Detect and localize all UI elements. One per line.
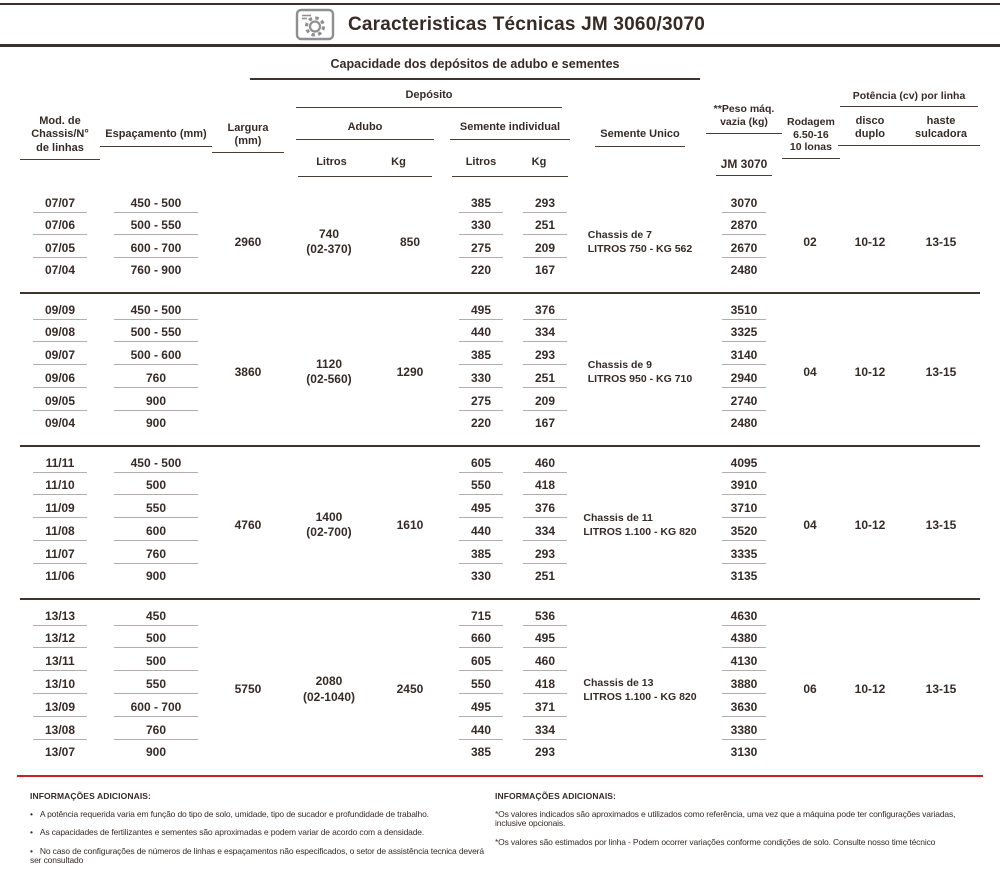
cell-haste-sulcadora: 13-15 xyxy=(925,682,957,697)
cell-semente-litros: 715 xyxy=(446,599,516,627)
cell-espacamento: 900 xyxy=(145,744,166,759)
cell-semente-kg: 251 xyxy=(534,568,555,583)
cell-mod: 09/06 xyxy=(20,367,100,390)
cell-espacamento: 450 - 500 xyxy=(100,446,212,474)
cell-semente-kg: 376 xyxy=(516,497,574,520)
cell-disco-duplo: 10-12 xyxy=(854,364,886,379)
cell-mod: 13/08 xyxy=(20,719,100,742)
table-row xyxy=(20,293,980,321)
cell-espacamento: 600 xyxy=(100,520,212,543)
cell-peso: 4630 xyxy=(706,599,782,627)
subheader-litros: Litros xyxy=(465,156,497,169)
cell-espacamento: 500 - 550 xyxy=(100,214,212,237)
cell-semente-kg: 251 xyxy=(516,214,574,237)
cell-mod: 13/13 xyxy=(20,599,100,627)
cell-semente-kg: 167 xyxy=(534,262,555,277)
cell-semente-litros: 550 xyxy=(446,673,516,696)
cell-semente-litros: 330 xyxy=(446,367,516,390)
cell-semente-litros: 385 xyxy=(446,344,516,367)
cell-semente-litros: 495 xyxy=(446,293,516,321)
cell-semente-kg: 460 xyxy=(516,650,574,673)
cell-largura: 2960 xyxy=(234,234,262,249)
spec-table-header xyxy=(20,53,980,187)
cell-semente-kg: 418 xyxy=(516,474,574,497)
header-spacer xyxy=(706,53,980,81)
col-header-largura: Largura (mm) xyxy=(212,81,284,187)
cell-mod: 07/05 xyxy=(20,237,100,260)
cell-mod: 13/09 xyxy=(20,696,100,719)
cell-mod: 13/11 xyxy=(20,650,100,673)
cell-semente-kg: 293 xyxy=(516,187,574,214)
cell-largura: 5750 xyxy=(234,682,262,697)
footnotes-right-title: INFORMAÇÕES ADICIONAIS: xyxy=(495,790,616,801)
cell-semente-kg: 293 xyxy=(516,344,574,367)
cell-semente-litros: 330 xyxy=(446,214,516,237)
cell-peso: 3880 xyxy=(706,673,782,696)
cell-mod: 09/09 xyxy=(20,293,100,321)
subheader-kg: Kg xyxy=(531,156,547,169)
header-spacer xyxy=(20,53,284,81)
cell-mod: 11/09 xyxy=(20,497,100,520)
cell-peso: 3380 xyxy=(706,719,782,742)
cell-adubo-kg: 1610 xyxy=(396,517,424,532)
cell-espacamento: 760 xyxy=(100,543,212,566)
col-header-semente-unico: Semente Unico xyxy=(574,81,706,187)
spec-table xyxy=(20,53,980,774)
cell-adubo-litros: 1120 (02-560) xyxy=(306,356,352,387)
spec-block xyxy=(20,446,980,599)
cell-semente-kg: 293 xyxy=(516,543,574,566)
cell-espacamento: 450 - 500 xyxy=(100,293,212,321)
cell-adubo-litros: 2080 (02-1040) xyxy=(302,674,355,704)
cell-peso: 3910 xyxy=(706,474,782,497)
subheader-semente-units xyxy=(446,148,574,186)
cell-mod: 07/06 xyxy=(20,214,100,237)
cell-semente-kg: 495 xyxy=(516,627,574,650)
cell-semente-litros: 660 xyxy=(446,627,516,650)
cell-mod: 09/04 xyxy=(44,415,75,430)
section-header-cell xyxy=(284,53,706,81)
header-spacer xyxy=(902,148,980,186)
cell-semente-kg: 334 xyxy=(516,520,574,543)
cell-disco-duplo: 10-12 xyxy=(854,682,886,697)
cell-rodagem: 06 xyxy=(803,682,817,697)
cell-semente-kg: 460 xyxy=(516,446,574,474)
cell-peso: 3710 xyxy=(706,497,782,520)
cell-peso: 3630 xyxy=(706,696,782,719)
cell-semente-unico: Chassis de 13 LITROS 1.100 - KG 820 xyxy=(583,676,697,703)
cell-semente-kg: 334 xyxy=(516,321,574,344)
cell-espacamento: 760 xyxy=(100,719,212,742)
section-header: Capacidade dos depósitos de adubo e sementes xyxy=(250,57,700,80)
cell-adubo-litros: 740 (02-370) xyxy=(306,226,352,257)
cell-adubo-kg: 850 xyxy=(399,234,420,249)
cell-semente-litros: 495 xyxy=(446,696,516,719)
title-bar xyxy=(0,3,1000,47)
subheader-peso-model: JM 3070 xyxy=(706,148,782,186)
cell-adubo-kg: 1290 xyxy=(396,364,424,379)
cell-peso: 3325 xyxy=(706,321,782,344)
cell-haste-sulcadora: 13-15 xyxy=(925,517,957,532)
cell-haste-sulcadora: 13-15 xyxy=(925,234,957,249)
footnotes-right xyxy=(495,791,984,874)
cell-disco-duplo: 10-12 xyxy=(854,234,886,249)
cell-semente-kg: 376 xyxy=(516,293,574,321)
cell-semente-kg: 209 xyxy=(516,390,574,413)
cell-largura: 4760 xyxy=(234,517,262,532)
cell-semente-litros: 385 xyxy=(446,543,516,566)
cell-semente-unico: Chassis de 7 LITROS 750 - KG 562 xyxy=(587,229,693,256)
gear-icon xyxy=(295,8,335,41)
col-header-deposito: Depósito xyxy=(284,81,574,108)
footnotes-left-title: INFORMAÇÕES ADICIONAIS: xyxy=(30,790,151,801)
cell-semente-litros: 440 xyxy=(446,321,516,344)
subheader-adubo-units xyxy=(284,148,446,186)
cell-peso: 3070 xyxy=(706,187,782,214)
cell-peso: 4380 xyxy=(706,627,782,650)
cell-espacamento: 600 - 700 xyxy=(100,696,212,719)
footnote-item: *Os valores são estimados por linha - Podem ocorrer variações conforme condições de solo. Consulte nosso time técnico xyxy=(495,836,936,847)
cell-peso: 2870 xyxy=(706,214,782,237)
cell-peso: 2670 xyxy=(706,237,782,260)
cell-semente-litros: 330 xyxy=(470,568,491,583)
cell-peso: 3140 xyxy=(706,344,782,367)
footnotes-left xyxy=(30,791,495,874)
cell-semente-unico: Chassis de 9 LITROS 950 - KG 710 xyxy=(587,359,693,386)
subheader-kg: Kg xyxy=(391,156,406,169)
col-header-peso: **Peso máq. vazia (kg) xyxy=(706,81,782,148)
cell-peso: 3335 xyxy=(706,543,782,566)
header-spacer xyxy=(838,148,902,186)
footnote-item: • As capacidades de fertilizantes e sementes são aproximadas e podem variar de acordo com a densidade. xyxy=(30,828,495,837)
cell-peso: 2940 xyxy=(706,367,782,390)
cell-espacamento: 500 xyxy=(100,650,212,673)
cell-mod: 13/07 xyxy=(44,744,75,759)
cell-mod: 11/06 xyxy=(45,568,75,583)
col-header-adubo: Adubo xyxy=(284,109,446,149)
spec-block xyxy=(20,187,980,293)
spec-block xyxy=(20,293,980,446)
cell-semente-kg: 418 xyxy=(516,673,574,696)
cell-mod: 11/08 xyxy=(20,520,100,543)
cell-semente-litros: 440 xyxy=(446,520,516,543)
cell-semente-litros: 550 xyxy=(446,474,516,497)
table-row xyxy=(20,599,980,627)
col-header-mod: Mod. de Chassis/N° de linhas xyxy=(20,81,100,187)
cell-peso: 3510 xyxy=(706,293,782,321)
cell-semente-litros: 275 xyxy=(446,390,516,413)
table-row xyxy=(20,446,980,474)
cell-disco-duplo: 10-12 xyxy=(854,517,886,532)
footnote-item: • A potência requerida varia em função do tipo de solo, umidade, tipo de sucador e profundidade de trabalho. xyxy=(30,810,495,819)
cell-espacamento: 550 xyxy=(100,497,212,520)
cell-semente-kg: 536 xyxy=(516,599,574,627)
col-header-haste-sulcadora: haste sulcadora xyxy=(902,109,980,149)
cell-peso: 2740 xyxy=(706,390,782,413)
cell-rodagem: 04 xyxy=(803,517,817,532)
cell-peso: 3520 xyxy=(706,520,782,543)
cell-peso: 3130 xyxy=(730,744,758,759)
cell-semente-kg: 209 xyxy=(516,237,574,260)
footnote-item: • No caso de configurações de números de linhas e espaçamentos não especificados, o setor de assistência tecnica deverá ser consultado xyxy=(30,847,495,866)
col-header-disco-duplo: disco duplo xyxy=(838,109,902,149)
cell-semente-litros: 220 xyxy=(470,415,491,430)
cell-semente-litros: 440 xyxy=(446,719,516,742)
cell-rodagem: 02 xyxy=(803,234,817,249)
subheader-litros: Litros xyxy=(316,156,347,169)
cell-mod: 07/04 xyxy=(44,262,75,277)
spec-block xyxy=(20,599,980,774)
cell-semente-litros: 495 xyxy=(446,497,516,520)
cell-semente-kg: 371 xyxy=(516,696,574,719)
cell-mod: 09/08 xyxy=(20,321,100,344)
cell-mod: 11/10 xyxy=(20,474,100,497)
cell-peso: 3135 xyxy=(730,568,758,583)
cell-mod: 09/05 xyxy=(20,390,100,413)
cell-espacamento: 450 - 500 xyxy=(100,187,212,214)
footnote-item: *Os valores indicados são aproximados e utilizados como referência, uma vez que a máquina pode ter configurações variadas, inclusive opcionais. xyxy=(495,808,956,829)
cell-mod: 11/11 xyxy=(20,446,100,474)
cell-espacamento: 600 - 700 xyxy=(100,237,212,260)
cell-espacamento: 900 xyxy=(145,415,166,430)
cell-espacamento: 500 xyxy=(100,627,212,650)
cell-semente-litros: 385 xyxy=(446,187,516,214)
cell-espacamento: 450 xyxy=(100,599,212,627)
cell-semente-unico: Chassis de 11 LITROS 1.100 - KG 820 xyxy=(583,512,697,539)
cell-mod: 09/07 xyxy=(20,344,100,367)
cell-mod: 11/07 xyxy=(20,543,100,566)
cell-semente-litros: 220 xyxy=(470,262,491,277)
cell-semente-kg: 167 xyxy=(534,415,555,430)
footnotes xyxy=(0,777,1000,874)
cell-semente-kg: 251 xyxy=(516,367,574,390)
cell-espacamento: 900 xyxy=(100,390,212,413)
cell-espacamento: 500 xyxy=(100,474,212,497)
cell-espacamento: 550 xyxy=(100,673,212,696)
cell-espacamento: 500 - 550 xyxy=(100,321,212,344)
cell-mod: 13/12 xyxy=(20,627,100,650)
cell-espacamento: 500 - 600 xyxy=(100,344,212,367)
cell-semente-litros: 605 xyxy=(446,650,516,673)
cell-largura: 3860 xyxy=(234,364,262,379)
col-header-rodagem: Rodagem 6.50-16 10 lonas xyxy=(782,81,838,187)
cell-semente-kg: 293 xyxy=(534,744,555,759)
cell-mod: 13/10 xyxy=(20,673,100,696)
cell-adubo-litros: 1400 (02-700) xyxy=(306,509,352,540)
cell-peso: 4095 xyxy=(706,446,782,474)
cell-peso: 2480 xyxy=(730,415,758,430)
cell-adubo-kg: 2450 xyxy=(396,682,424,697)
cell-peso: 4130 xyxy=(706,650,782,673)
col-header-espacamento: Espaçamento (mm) xyxy=(100,81,212,187)
cell-semente-litros: 275 xyxy=(446,237,516,260)
cell-mod: 07/07 xyxy=(20,187,100,214)
table-row xyxy=(20,187,980,214)
cell-espacamento: 760 - 900 xyxy=(130,262,182,277)
col-header-semente-individual: Semente individual xyxy=(446,109,574,149)
cell-espacamento: 900 xyxy=(145,568,166,583)
cell-peso: 2480 xyxy=(730,262,758,277)
cell-haste-sulcadora: 13-15 xyxy=(925,364,957,379)
cell-espacamento: 760 xyxy=(100,367,212,390)
cell-semente-kg: 334 xyxy=(516,719,574,742)
page-title: Caracteristicas Técnicas JM 3060/3070 xyxy=(347,13,706,35)
cell-rodagem: 04 xyxy=(803,364,817,379)
col-header-potencia: Potência (cv) por linha xyxy=(838,81,980,108)
cell-semente-litros: 605 xyxy=(446,446,516,474)
cell-semente-litros: 385 xyxy=(470,744,491,759)
